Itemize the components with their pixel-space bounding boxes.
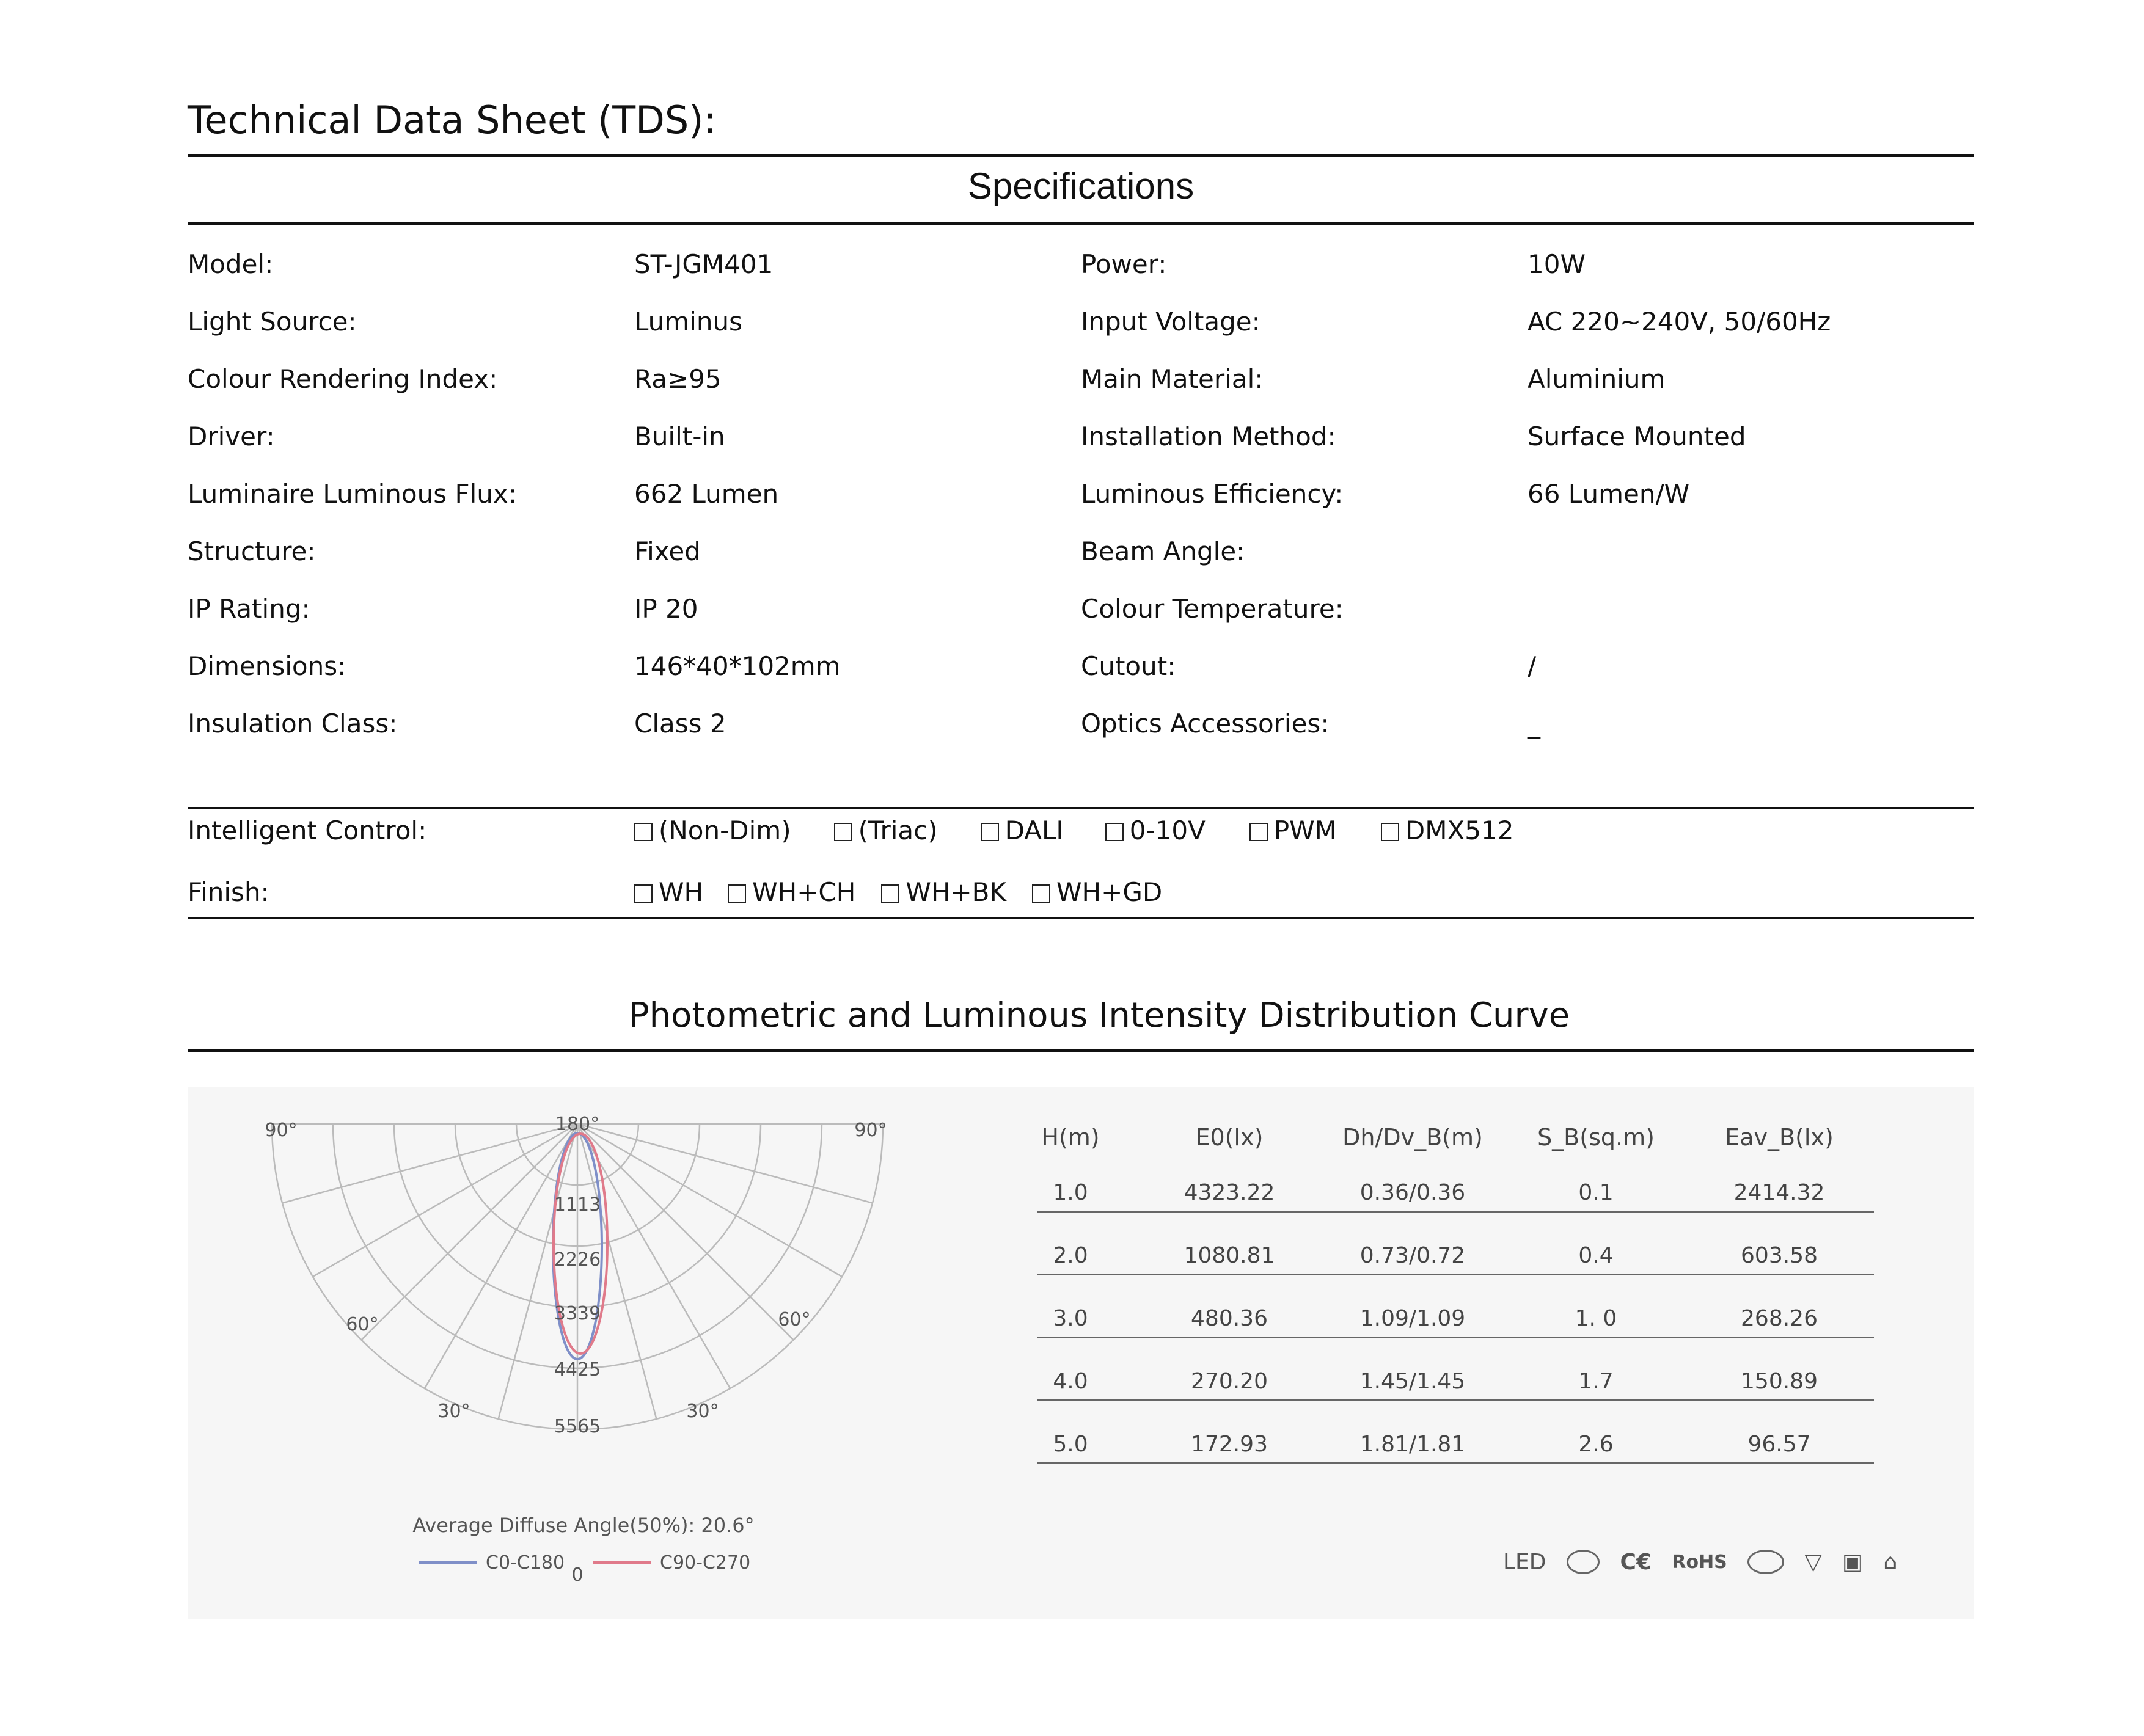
table-row-divider: [1037, 1211, 1874, 1213]
option-label: (Non-Dim): [659, 815, 791, 845]
option-label: DALI: [1004, 815, 1064, 845]
angle-label: 90°: [854, 1120, 887, 1141]
polar-spoke: [282, 1124, 577, 1203]
table-row-divider: [1037, 1337, 1874, 1338]
ring-value-label: 5565: [554, 1416, 601, 1437]
spec-value: Aluminium: [1528, 364, 1666, 394]
ring-value-label: 4425: [554, 1359, 601, 1380]
cqc-mark-icon: [1747, 1550, 1784, 1574]
ring-value-label: 2226: [554, 1249, 601, 1271]
table-cell: 1080.81: [1184, 1243, 1275, 1268]
table-cell: 5.0: [1053, 1432, 1088, 1457]
photometric-heading: Photometric and Luminous Intensity Distribution Curve: [628, 996, 1570, 1035]
table-cell: 1.09/1.09: [1359, 1306, 1466, 1331]
control-option[interactable]: [1249, 815, 1337, 845]
angle-label: 60°: [778, 1309, 811, 1330]
intelligent-control-options: [634, 815, 1549, 845]
control-option[interactable]: [634, 815, 791, 845]
spec-row: [188, 709, 1974, 766]
table-cell: 1. 0: [1575, 1306, 1617, 1331]
diffuse-angle-caption: Average Diffuse Angle(50%): 20.6°: [412, 1514, 755, 1537]
spec-label: Dimensions:: [188, 651, 346, 681]
rohs-mark: RoHS: [1672, 1551, 1727, 1573]
led-mark: LED: [1503, 1549, 1546, 1575]
checkbox-icon[interactable]: [1105, 823, 1124, 841]
spec-label: Input Voltage:: [1081, 307, 1260, 337]
polar-distribution-chart: [232, 1093, 935, 1594]
table-cell: 270.20: [1191, 1369, 1268, 1394]
spec-value: 662 Lumen: [634, 479, 779, 509]
angle-label: 30°: [686, 1401, 719, 1422]
spec-divider: [188, 222, 1974, 225]
checkbox-icon[interactable]: [1381, 823, 1399, 841]
spec-label: Colour Rendering Index:: [188, 364, 498, 394]
option-label: WH+BK: [906, 877, 1007, 907]
certification-marks: [1503, 1548, 1911, 1575]
photometric-divider: [188, 1049, 1974, 1052]
checkbox-icon[interactable]: [881, 884, 899, 903]
spec-label: Installation Method:: [1081, 421, 1336, 451]
angle-label: 0: [571, 1564, 584, 1586]
polar-spoke: [577, 1124, 873, 1203]
spec-value: /: [1528, 651, 1537, 681]
table-cell: 0.36/0.36: [1359, 1180, 1466, 1205]
table-cell: 0.73/0.72: [1359, 1243, 1466, 1268]
table-cell: 1.7: [1578, 1369, 1614, 1394]
option-label: DMX512: [1405, 815, 1514, 845]
control-option[interactable]: [981, 815, 1064, 845]
spec-label: Main Material:: [1081, 364, 1264, 394]
table-cell: 1.45/1.45: [1359, 1369, 1466, 1394]
option-label: (Triac): [858, 815, 938, 845]
finish-option[interactable]: [728, 877, 855, 907]
page-title: Technical Data Sheet (TDS):: [188, 98, 717, 142]
spec-value: Fixed: [634, 536, 701, 566]
spec-label: Structure:: [188, 536, 316, 566]
checkbox-icon[interactable]: [1032, 884, 1050, 903]
table-cell: 268.26: [1741, 1306, 1818, 1331]
polar-spoke: [577, 1124, 842, 1277]
control-divider-bottom: [188, 917, 1974, 919]
spec-label: Power:: [1081, 249, 1167, 279]
polar-spoke: [577, 1124, 794, 1340]
spec-value: 10W: [1528, 249, 1586, 279]
control-divider-top: [188, 807, 1974, 809]
table-cell: 0.4: [1578, 1243, 1614, 1268]
table-cell: 4323.22: [1184, 1180, 1275, 1205]
checkbox-icon[interactable]: [634, 884, 653, 903]
spec-value: Class 2: [634, 709, 726, 739]
table-row-divider: [1037, 1274, 1874, 1275]
spec-value: Luminus: [634, 307, 742, 337]
spec-label: Model:: [188, 249, 274, 279]
polar-spoke: [361, 1124, 577, 1340]
intelligent-control-row: [188, 815, 1974, 873]
angle-label: 30°: [437, 1401, 470, 1422]
spec-value: IP 20: [634, 594, 698, 624]
table-header: Dh/Dv_B(m): [1342, 1124, 1483, 1151]
angle-label: 60°: [346, 1314, 379, 1335]
table-cell: 1.81/1.81: [1359, 1432, 1466, 1457]
spec-label: Optics Accessories:: [1081, 709, 1330, 739]
spec-row: [188, 651, 1974, 709]
spec-value: Ra≥95: [634, 364, 722, 394]
spec-label: Insulation Class:: [188, 709, 398, 739]
spec-row: [188, 479, 1974, 536]
table-header: Eav_B(lx): [1725, 1124, 1834, 1151]
legend-label: C90-C270: [660, 1552, 751, 1574]
control-option[interactable]: [834, 815, 938, 845]
house-mark-icon: ⌂: [1883, 1549, 1898, 1575]
spec-label: Colour Temperature:: [1081, 594, 1344, 624]
finish-option[interactable]: [881, 877, 1006, 907]
option-label: 0-10V: [1129, 815, 1206, 845]
control-option[interactable]: [1381, 815, 1514, 845]
finish-label: Finish:: [188, 877, 269, 907]
table-cell: 1.0: [1053, 1180, 1088, 1205]
spec-row: [188, 307, 1974, 364]
polar-spoke: [313, 1124, 577, 1277]
table-row-divider: [1037, 1399, 1874, 1401]
checkbox-icon[interactable]: [728, 884, 746, 903]
table-cell: 2414.32: [1733, 1180, 1825, 1205]
spec-value: _: [1528, 709, 1540, 739]
option-label: PWM: [1273, 815, 1337, 845]
table-cell: 96.57: [1747, 1432, 1811, 1457]
table-cell: 480.36: [1191, 1306, 1268, 1331]
ring-value-label: 1113: [554, 1194, 601, 1216]
spec-label: Luminous Efficiency:: [1081, 479, 1344, 509]
spec-value: 146*40*102mm: [634, 651, 841, 681]
ce-mark: C€: [1620, 1549, 1652, 1575]
table-cell: 2.0: [1053, 1243, 1088, 1268]
spec-label: Cutout:: [1081, 651, 1176, 681]
spec-label: IP Rating:: [188, 594, 310, 624]
table-cell: 150.89: [1741, 1369, 1818, 1394]
spec-row: [188, 421, 1974, 479]
option-label: WH: [659, 877, 704, 907]
checkbox-icon[interactable]: [1249, 823, 1268, 841]
spec-label: Luminaire Luminous Flux:: [188, 479, 517, 509]
finish-row: [188, 877, 1974, 935]
title-divider: [188, 154, 1974, 157]
table-row-divider: [1037, 1462, 1874, 1464]
spec-label: Light Source:: [188, 307, 357, 337]
spec-value: AC 220~240V, 50/60Hz: [1528, 307, 1831, 337]
option-label: WH+CH: [752, 877, 856, 907]
legend-label: C0-C180: [486, 1552, 565, 1574]
spec-value: 66 Lumen/W: [1528, 479, 1690, 509]
finish-option[interactable]: [634, 877, 703, 907]
table-cell: 2.6: [1578, 1432, 1614, 1457]
angle-label: 180°: [555, 1114, 600, 1135]
checkbox-icon[interactable]: [634, 823, 653, 841]
checkbox-icon[interactable]: [834, 823, 852, 841]
spec-value: Built-in: [634, 421, 725, 451]
table-cell: 603.58: [1741, 1243, 1818, 1268]
table-header: E0(lx): [1195, 1124, 1264, 1151]
checkbox-icon[interactable]: [981, 823, 999, 841]
spec-label: Beam Angle:: [1081, 536, 1245, 566]
table-cell: 0.1: [1578, 1180, 1614, 1205]
triangle-mark-icon: ▽: [1804, 1549, 1822, 1575]
angle-label: 90°: [265, 1120, 298, 1141]
spec-label: Driver:: [188, 421, 275, 451]
option-label: WH+GD: [1056, 877, 1163, 907]
specifications-heading: Specifications: [967, 166, 1195, 206]
finish-option[interactable]: [1032, 877, 1162, 907]
table-header: H(m): [1041, 1124, 1100, 1151]
spec-row: [188, 594, 1974, 651]
ccc-mark-icon: [1567, 1550, 1600, 1574]
spec-row: [188, 536, 1974, 594]
control-option[interactable]: [1105, 815, 1206, 845]
table-cell: 4.0: [1053, 1369, 1088, 1394]
spec-value: Surface Mounted: [1528, 421, 1746, 451]
class2-mark-icon: ▣: [1842, 1549, 1863, 1575]
intelligent-control-label: Intelligent Control:: [188, 815, 427, 845]
table-cell: 172.93: [1191, 1432, 1268, 1457]
spec-row: [188, 364, 1974, 421]
finish-options: [634, 877, 1198, 907]
table-cell: 3.0: [1053, 1306, 1088, 1331]
table-header: S_B(sq.m): [1537, 1124, 1655, 1151]
spec-row: [188, 249, 1974, 307]
ring-value-label: 3339: [554, 1303, 601, 1324]
spec-value: ST-JGM401: [634, 249, 774, 279]
